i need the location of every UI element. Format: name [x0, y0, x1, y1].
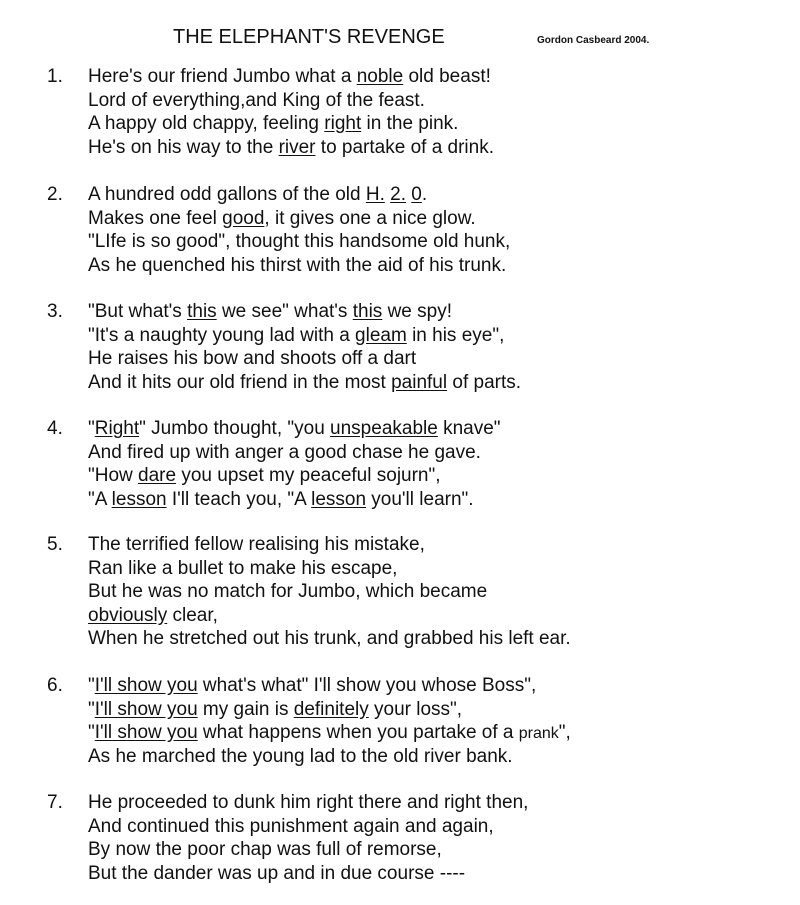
stanza-lines [88, 674, 571, 768]
line-text: Lord of everything,and King of the feast. [88, 89, 425, 111]
underlined-text: gleam [355, 324, 407, 346]
line-text: I'll teach you, "A [166, 488, 312, 510]
underlined-text: this [352, 301, 383, 322]
line-text: But the dander was up and in due course ---- [88, 862, 466, 884]
line-text: you'll learn". [366, 488, 474, 510]
line-text: . [421, 184, 428, 205]
poem-line [88, 533, 571, 557]
author-credit: Gordon Casbeard 2004. [537, 35, 650, 46]
poem-line [88, 604, 571, 628]
line-text: what happens when you partake of a [197, 722, 519, 743]
line-text: A hundred odd gallons of the old [88, 184, 366, 205]
stanza-lines [88, 533, 571, 651]
line-text: " [88, 722, 95, 743]
underlined-text: I'll show you [94, 675, 198, 696]
line-text: we see" what's [216, 301, 353, 322]
line-text: Here's our friend Jumbo what a [88, 66, 357, 87]
poem-line [88, 89, 494, 113]
line-text: your loss", [368, 698, 463, 720]
line-text: "How [88, 465, 139, 486]
stanza-number: 4. [47, 418, 63, 439]
line-text: my gain is [197, 698, 294, 720]
line-text: And continued this punishment again and again, [88, 815, 494, 837]
underlined-text: good [222, 207, 265, 229]
line-text: "But what's [88, 301, 188, 322]
line-text: to partake of a drink. [315, 136, 495, 158]
poem-line [88, 838, 528, 862]
line-text: , it gives one a nice glow. [264, 207, 476, 229]
poem-line [88, 65, 494, 89]
line-text: " Jumbo thought, "you [139, 418, 331, 439]
poem-line [88, 183, 510, 207]
poem-line [88, 791, 528, 815]
line-text: He's on his way to the [88, 136, 279, 158]
line-text: knave" [437, 418, 501, 439]
line-text: A happy old chappy, feeling [88, 113, 325, 134]
poem-line [88, 862, 528, 886]
poem-line [88, 112, 494, 136]
poem-line [88, 627, 571, 651]
stanza-number: 2. [47, 184, 63, 205]
line-text: you upset my peaceful sojurn", [176, 465, 441, 486]
poem-line [88, 324, 521, 348]
underlined-text: this [187, 301, 217, 322]
poem-line [88, 674, 571, 698]
poem-line [88, 721, 571, 745]
line-text: The terrified fellow realising his mistake, [88, 534, 425, 555]
line-text: He raises his bow and shoots off a dart [88, 348, 417, 369]
underlined-text: right [324, 113, 362, 134]
poem-line [88, 488, 501, 512]
poem-line [88, 745, 571, 769]
line-text: " [88, 698, 95, 720]
line-text: what's what" I'll show you whose Boss", [197, 675, 537, 696]
underlined-text: painful [391, 371, 448, 393]
underlined-text: river [278, 136, 316, 158]
stanza-lines [88, 65, 494, 159]
stanza-lines [88, 300, 521, 394]
underlined-text: lesson [311, 488, 367, 510]
line-text: "It's a naughty young lad with a [88, 324, 356, 346]
stanza-number: 6. [47, 675, 63, 696]
line-text: old beast! [403, 66, 491, 87]
line-text: "A [88, 488, 112, 510]
underlined-text: H. [365, 184, 385, 205]
poem-line [88, 580, 571, 604]
stanza-lines [88, 417, 501, 511]
poem-title: THE ELEPHANT'S REVENGE [173, 26, 445, 48]
underlined-text: noble [356, 66, 404, 87]
line-text: clear, [167, 604, 218, 626]
line-text: "LIfe is so good", thought this handsome old hunk, [88, 231, 511, 252]
poem-line [88, 464, 501, 488]
line-text: As he marched the young lad to the old river bank. [88, 745, 513, 767]
poem-line [88, 698, 571, 722]
underlined-text: Right [94, 418, 140, 439]
stanza-number: 1. [47, 66, 63, 87]
stanza-number: 5. [47, 534, 63, 555]
line-text: in his eye", [406, 324, 505, 346]
underlined-text: I'll show you [94, 698, 198, 720]
stanza-lines [88, 791, 528, 885]
underlined-text: definitely [293, 698, 369, 720]
line-text: of parts. [447, 371, 522, 393]
stanza-number: 3. [47, 301, 63, 322]
poem-line [88, 557, 571, 581]
poem-line [88, 254, 510, 278]
poem-line [88, 300, 521, 324]
line-text: He proceeded to dunk him right there and right then, [88, 792, 529, 813]
poem-line [88, 347, 521, 371]
underlined-text: I'll show you [94, 722, 198, 743]
poem-line [88, 230, 510, 254]
line-text: Ran like a bullet to make his escape, [88, 557, 398, 579]
underlined-text: obviously [88, 604, 168, 626]
line-text: ", [558, 722, 571, 743]
line-text: By now the poor chap was full of remorse, [88, 839, 442, 860]
stanza-number: 7. [47, 792, 63, 813]
line-text: And fired up with anger a good chase he gave. [88, 441, 481, 463]
line-text: we spy! [382, 301, 452, 322]
poem-line [88, 417, 501, 441]
line-text: When he stretched out his trunk, and grabbed his left ear. [88, 628, 571, 649]
line-text: But he was no match for Jumbo, which became [88, 581, 488, 602]
line-text: As he quenched his thirst with the aid of his trunk. [88, 254, 507, 276]
underlined-text: dare [138, 465, 177, 486]
poem-line [88, 136, 494, 160]
underlined-text: unspeakable [330, 418, 438, 439]
line-text: " [88, 675, 95, 696]
poem-line [88, 815, 528, 839]
underlined-text: 2. [390, 184, 406, 205]
underlined-text: lesson [111, 488, 167, 510]
line-text: " [88, 418, 95, 439]
line-text: in the pink. [361, 113, 459, 134]
stanza-lines [88, 183, 510, 277]
line-text: prank [518, 725, 559, 742]
poem-line [88, 207, 510, 231]
line-text: Makes one feel [88, 207, 223, 229]
line-text: And it hits our old friend in the most [88, 371, 392, 393]
poem-line [88, 441, 501, 465]
underlined-text: 0 [411, 184, 422, 205]
poem-line [88, 371, 521, 395]
